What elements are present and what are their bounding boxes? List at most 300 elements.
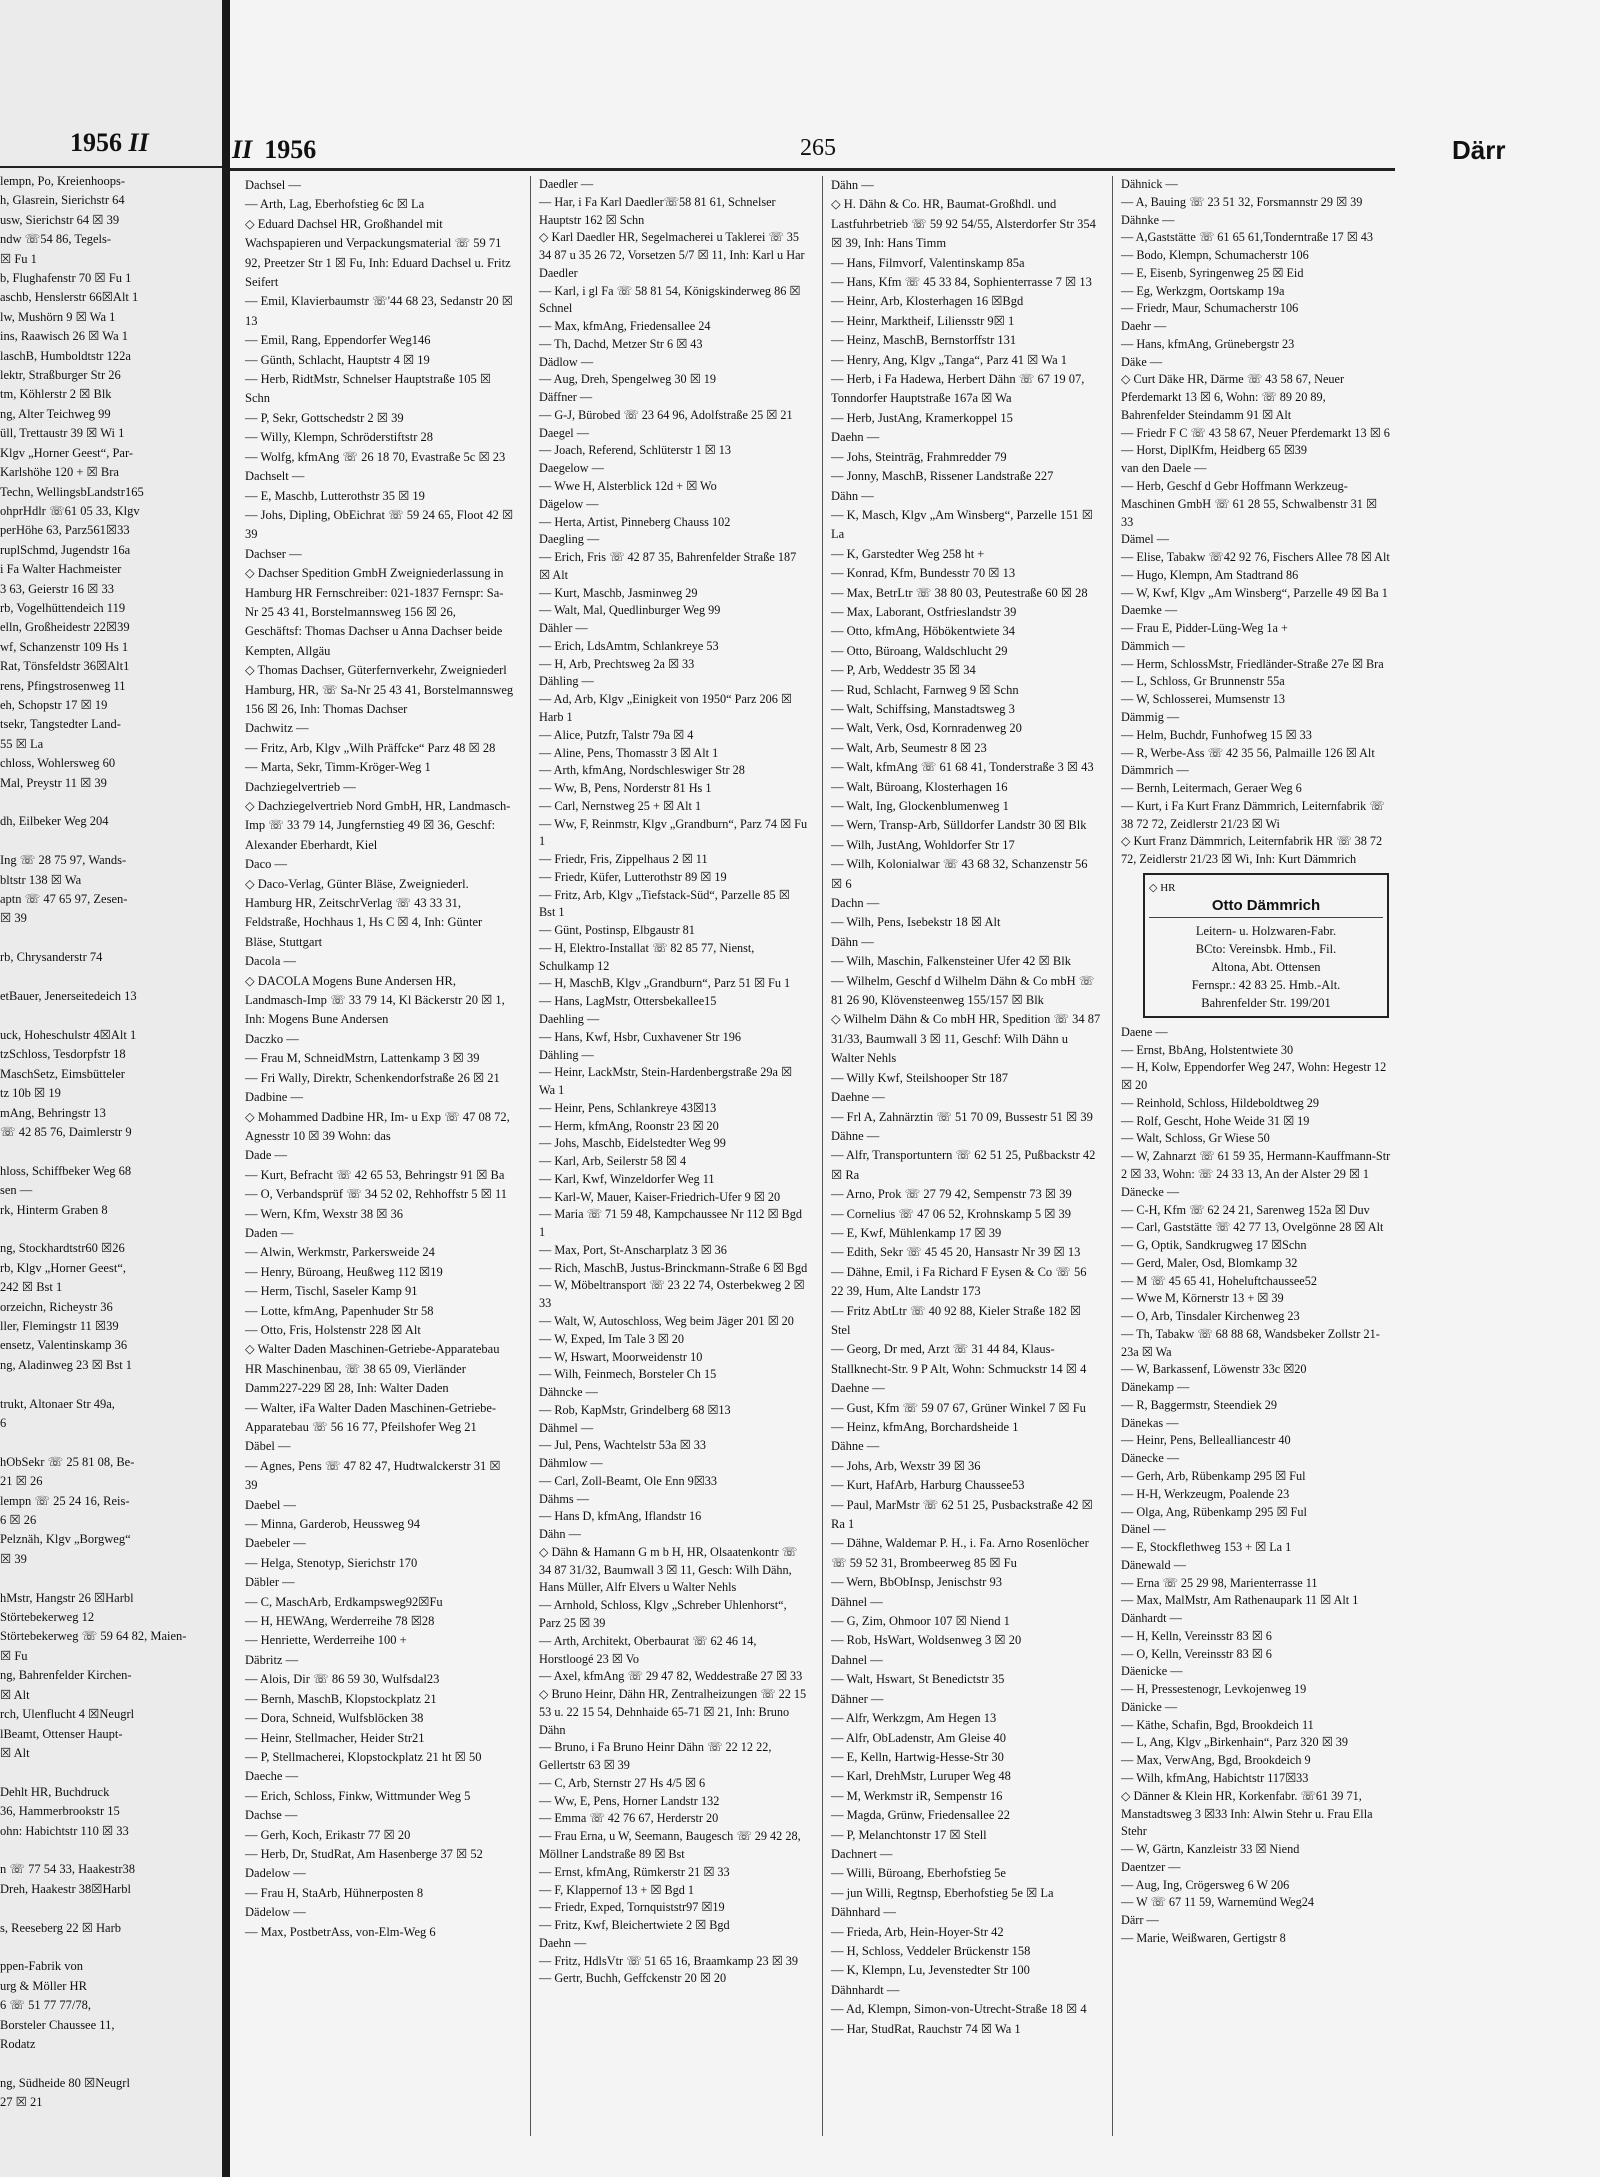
directory-entry: n ☏ 77 54 33, Haakestr38 <box>0 1862 136 1877</box>
surname-heading: Dadbine — <box>245 1090 303 1105</box>
directory-entry: — Fritz, Arb, Klgv „Tiefstack-Süd“, Parzelle 85 ☒ Bst 1 <box>539 887 790 920</box>
directory-entry: ◇ Thomas Dachser, Güterfernverkehr, Zweigniederl Hamburg, HR, ☏ Sa-Nr 25 43 41, Borstelmannsweg 156 ☒ 26, Inh: Thomas Dachser <box>245 663 514 716</box>
directory-entry: ◇ Dänner & Klein HR, Korkenfabr. ☏61 39 71, Manstadtsweg 3 ☒33 Inh: Alwin Stehr u. Frau Ella Stehr <box>1121 1788 1373 1839</box>
left-header-roman: II <box>128 128 149 157</box>
directory-entry: hloss, Schiffbeker Weg 68 <box>0 1163 132 1178</box>
directory-entry: ◇ Dähn & Hamann G m b H, HR, Olsaatenkontr ☏ 34 87 31/32, Baumwall 3 ☒ 11, Gesch: Wilh Dähn, Hans Müller, Alfr Elvers u Walter Nehls <box>539 1544 798 1595</box>
surname-heading: sen — <box>0 1183 33 1198</box>
directory-entry: — Carl, Gaststätte ☏ 42 77 13, Ovelgönne 28 ☒ Alt <box>1121 1220 1384 1235</box>
directory-entry: tsekr, Tangstedter Land- <box>0 717 121 732</box>
directory-entry: — Max, MalMstr, Am Rathenaupark 11 ☒ Alt 1 <box>1121 1593 1359 1608</box>
directory-entry: tz 10b ☒ 19 <box>0 1086 61 1101</box>
directory-entry: — Hans, Kwf, Hsbr, Cuxhavener Str 196 <box>539 1029 741 1044</box>
directory-entry: — Walter, iFa Walter Daden Maschinen-Getriebe-Apparatebau ☏ 56 16 77, Pfeilshofer Weg 21 <box>245 1400 497 1434</box>
directory-entry: — Helga, Stenotyp, Sierichstr 170 <box>245 1555 418 1570</box>
surname-heading: Dädlow — <box>539 354 594 369</box>
directory-entry: ◇ Eduard Dachsel HR, Großhandel mit Wachspapieren und Verpackungsmaterial ☏ 59 71 92, Preetzer Str 1 ☒ Fu, Inh: Eduard Dachsel u. Fritz Seifert <box>245 216 511 290</box>
directory-entry: ◇ Curt Däke HR, Därme ☏ 43 58 67, Neuer Pferdemarkt 13 ☒ 6, Wohn: ☏ 89 20 89, Bahrenfelder Steindamm 91 ☒ Alt <box>1121 372 1345 422</box>
directory-entry: lempn ☏ 25 24 16, Reis- <box>0 1493 130 1508</box>
directory-entry: — Frau E, Pidder-Lüng-Weg 1a + <box>1121 621 1288 636</box>
directory-entry: Karlshöhe 120 + ☒ Bra <box>0 465 119 480</box>
directory-entry: — H, Arb, Prechtsweg 2a ☒ 33 <box>539 656 695 671</box>
directory-entry: ◇ Wilhelm Dähn & Co mbH HR, Spedition ☏ 34 87 31/33, Baumwall 3 ☒ 11, Geschf: Wilh Dähn u Walter Nehls <box>831 1012 1101 1066</box>
surname-heading: Daemke — <box>1121 603 1178 618</box>
advertisement-box <box>1143 873 1389 1018</box>
directory-entry: Ing ☏ 28 75 97, Wands- <box>0 853 127 868</box>
directory-entry: — Willy, Klempn, Schröderstiftstr 28 <box>245 430 434 445</box>
directory-entry: h, Glasrein, Sierichstr 64 <box>0 193 125 208</box>
directory-entry: — Herb, i Fa Hadewa, Herbert Dähn ☏ 67 19 07, Tonndorfer Hauptstraße 167a ☒ Wa <box>831 372 1085 406</box>
directory-entry <box>0 1142 214 1161</box>
directory-entry: ◇ Karl Daedler HR, Segelmacherei u Taklerei ☏ 35 34 87 u 35 26 72, Vorsetzen 5/7 ☒ 11, Inh: Karl u Har Daedler <box>539 230 805 280</box>
directory-entry: — W, Kwf, Klgv „Am Winsberg“, Parzelle 49 ☒ Ba 1 <box>1121 585 1388 600</box>
directory-entry: — P, Stellmacherei, Klopstockplatz 21 ht ☒ 50 <box>245 1749 482 1764</box>
directory-entry: — Herb, RidtMstr, Schnelser Hauptstraße 105 ☒ Schn <box>245 372 492 406</box>
directory-entry: — C-H, Kfm ☏ 62 24 21, Sarenweg 152a ☒ Duv <box>1121 1202 1370 1217</box>
column-divider <box>1112 176 1113 2136</box>
surname-heading: Dähne — <box>831 1439 880 1454</box>
surname-heading: Däke — <box>1121 354 1163 369</box>
left-page <box>0 0 222 2177</box>
directory-entry: Mal, Preystr 11 ☒ 39 <box>0 775 107 790</box>
directory-entry: — E, Kelln, Hartwig-Hesse-Str 30 <box>831 1749 1004 1764</box>
directory-entry: — Walt, kfmAng ☏ 61 68 41, Tonderstraße 3 ☒ 43 <box>831 760 1094 775</box>
directory-entry: — Max, Laborant, Ostfrieslandstr 39 <box>831 604 1017 619</box>
directory-entry: — K, Garstedter Weg 258 ht + <box>831 546 985 561</box>
directory-entry: 6 <box>0 1416 7 1430</box>
column-divider <box>822 176 823 2136</box>
directory-entry: — Aug, Dreh, Spengelweg 30 ☒ 19 <box>539 372 717 387</box>
directory-entry: uck, Hoheschulstr 4☒Alt 1 <box>0 1027 137 1042</box>
directory-entry: — Johs, Arb, Wexstr 39 ☒ 36 <box>831 1458 981 1473</box>
surname-heading: Daehn — <box>539 1935 587 1950</box>
directory-entry: — H-H, Werkzeugm, Poalende 23 <box>1121 1486 1290 1501</box>
directory-entry: — Heinr, Arb, Klosterhagen 16 ☒Bgd <box>831 294 1024 309</box>
right-page <box>230 0 1600 2177</box>
surname-heading: Dähn — <box>831 934 874 949</box>
directory-entry: 6 ☏ 51 77 77/78, <box>0 1998 91 2013</box>
directory-entry: — Minna, Garderob, Heussweg 94 <box>245 1517 420 1532</box>
directory-entry: — Gerd, Maler, Osd, Blomkamp 32 <box>1121 1255 1298 1270</box>
directory-entry: — Karl, i gl Fa ☏ 58 81 54, Königskinderweg 86 ☒ Schnel <box>539 283 801 316</box>
directory-entry: — Horst, DiplKfm, Heidberg 65 ☒39 <box>1121 443 1307 458</box>
directory-entry: — Dora, Schneid, Wulfsblöcken 38 <box>245 1711 424 1726</box>
directory-entry: — Bruno, i Fa Bruno Heinr Dähn ☏ 22 12 22, Gellertstr 63 ☒ 39 <box>539 1740 772 1773</box>
surname-heading: Dachselt — <box>245 469 305 484</box>
directory-entry: — H, Pressestenogr, Levkojenweg 19 <box>1121 1682 1307 1697</box>
surname-heading: Dähmel — <box>539 1420 594 1435</box>
directory-entry: — Magda, Grünw, Friedensallee 22 <box>831 1808 1011 1823</box>
surname-heading: Dänicke — <box>1121 1699 1178 1714</box>
directory-entry: — W, Hswart, Moorweidenstr 10 <box>539 1349 703 1364</box>
directory-entry: — Th, Tabakw ☏ 68 88 68, Wandsbeker Zollstr 21-23a ☒ Wa <box>1121 1326 1380 1359</box>
directory-entry: s, Reeseberg 22 ☒ Harb <box>0 1920 122 1935</box>
surname-heading: Dachziegelvertrieb — <box>245 779 356 794</box>
directory-entry: — Alfr, ObLadenstr, Am Gleise 40 <box>831 1730 1007 1745</box>
directory-entry: tzSchloss, Tesdorpfstr 18 <box>0 1047 126 1062</box>
surname-heading: Dahnel — <box>831 1652 883 1667</box>
directory-entry: — Ernst, kfmAng, Rümkerstr 21 ☒ 33 <box>539 1864 730 1879</box>
surname-heading: Dänewald — <box>1121 1557 1186 1572</box>
directory-entry: — Erich, LdsAmtm, Schlankreye 53 <box>539 638 719 653</box>
surname-heading: Dadelow — <box>245 1866 306 1881</box>
directory-entry: — Konrad, Kfm, Bundesstr 70 ☒ 13 <box>831 566 1016 581</box>
directory-entry <box>0 1569 214 1588</box>
directory-entry: — Herm, Tischl, Saseler Kamp 91 <box>245 1284 418 1299</box>
directory-entry: bltstr 138 ☒ Wa <box>0 872 82 887</box>
directory-entry: 21 ☒ 26 <box>0 1474 43 1489</box>
directory-entry: — Carl, Zoll-Beamt, Ole Enn 9☒33 <box>539 1473 718 1488</box>
directory-entry: ◇ H. Dähn & Co. HR, Baumat-Großhdl. und Lastfuhrbetrieb ☏ 59 92 54/55, Alsterdorfer Str 354 ☒ 39, Inh: Hans Timm <box>831 197 1096 251</box>
directory-entry: — Max, PostbetrAss, von-Elm-Weg 6 <box>245 1924 436 1939</box>
surname-heading: Därr — <box>1121 1913 1159 1928</box>
surname-heading: Daebel — <box>245 1497 297 1512</box>
directory-entry: — Willi, Büroang, Eberhofstieg 5e <box>831 1866 1006 1881</box>
directory-entry: orzeichn, Richeystr 36 <box>0 1299 113 1314</box>
right-header-volume <box>232 135 316 165</box>
directory-entry: ◇ Daco-Verlag, Günter Bläse, Zweigniederl. Hamburg HR, ZeitschrVerlag ☏ 43 33 31, Feldstraße, Hochhaus 1, Hs C ☒ 4, Inh: Günter Bläse, Stuttgart <box>245 876 483 949</box>
surname-heading: Dacola — <box>245 954 297 969</box>
directory-entry: ins, Raawisch 26 ☒ Wa 1 <box>0 329 129 344</box>
directory-entry: — Maria ☏ 71 59 48, Kampchaussee Nr 112 ☒ Bgd 1 <box>539 1207 802 1240</box>
directory-entry: — Walt, Hswart, St Benedictstr 35 <box>831 1672 1005 1687</box>
left-header-rule <box>0 166 222 168</box>
surname-heading: Daedler — <box>539 177 594 191</box>
directory-entry: — Otto, Fris, Holstenstr 228 ☒ Alt <box>245 1322 421 1337</box>
directory-entry: — Johs, Maschb, Eidelstedter Weg 99 <box>539 1136 726 1151</box>
directory-entry: — Gust, Kfm ☏ 59 07 67, Grüner Winkel 7 ☒ Fu <box>831 1400 1086 1415</box>
directory-column-3 <box>831 176 1101 2039</box>
column-4-upper-entries <box>1121 176 1391 869</box>
directory-entry: — Fritz AbtLtr ☏ 40 92 88, Kieler Straße 182 ☒ Stel <box>831 1303 1082 1337</box>
directory-entry: elln, Großheidestr 22☒39 <box>0 620 130 635</box>
directory-entry: ◇ Bruno Heinr, Dähn HR, Zentralheizungen ☏ 22 15 53 u. 22 15 54, Dehnhaide 65-71 ☒ 21, Inh: Bruno Dähn <box>539 1687 807 1737</box>
directory-entry: — Frieda, Arb, Hein-Hoyer-Str 42 <box>831 1924 1004 1939</box>
directory-entry: — Rud, Schlacht, Farnweg 9 ☒ Schn <box>831 682 1019 697</box>
directory-entry: — Fritz, HdlsVtr ☏ 51 65 16, Braamkamp 23 ☒ 39 <box>539 1953 799 1968</box>
directory-entry: hMstr, Hangstr 26 ☒Harbl <box>0 1590 134 1605</box>
directory-entry <box>0 1763 214 1782</box>
surname-heading: Daentzer — <box>1121 1859 1181 1874</box>
directory-entry: — Wilh, JustAng, Wohldorfer Str 17 <box>831 837 1015 852</box>
directory-entry: — Heinr, Stellmacher, Heider Str21 <box>245 1730 425 1745</box>
directory-entry: — H, Kelln, Vereinsstr 83 ☒ 6 <box>1121 1628 1272 1643</box>
surname-heading: van den Daele — <box>1121 461 1207 476</box>
surname-heading: Daene — <box>1121 1024 1168 1039</box>
surname-heading: Daehne — <box>831 1090 885 1105</box>
surname-heading: Dachse — <box>245 1808 298 1823</box>
directory-entry: — Har, i Fa Karl Daedler☏58 81 61, Schnelser Hauptstr 162 ☒ Schn <box>539 194 776 227</box>
directory-entry: ☒ 39 <box>0 1551 27 1566</box>
surname-heading: Dämel — <box>1121 532 1169 547</box>
directory-entry: — Dähne, Emil, i Fa Richard F Eysen & Co ☏ 56 22 39, Hum, Alte Landstr 173 <box>831 1264 1087 1299</box>
directory-entry: Borsteler Chaussee 11, <box>0 2017 115 2032</box>
directory-entry: — Ww, E, Pens, Horner Landstr 132 <box>539 1793 720 1808</box>
directory-entry: rb, Chrysanderstr 74 <box>0 950 103 965</box>
directory-entry: — Hans, kfmAng, Grünebergstr 23 <box>1121 336 1295 351</box>
surname-heading: Däbler — <box>245 1575 295 1590</box>
directory-entry: Störtebekerweg ☏ 59 64 82, Maien- <box>0 1629 187 1644</box>
directory-entry: — Elise, Tabakw ☏42 92 76, Fischers Allee 78 ☒ Alt <box>1121 550 1390 565</box>
surname-heading: Daehne — <box>831 1381 885 1396</box>
directory-entry: — Alfr, Werkzgm, Am Hegen 13 <box>831 1711 997 1726</box>
directory-entry: — Heinr, Pens, Bellealliancestr 40 <box>1121 1433 1291 1448</box>
directory-entry: hObSekr ☏ 25 81 08, Be- <box>0 1454 135 1469</box>
directory-entry: — Kurt, HafArb, Harburg Chaussee53 <box>831 1478 1025 1493</box>
directory-entry: — W, Gärtn, Kanzleistr 33 ☒ Niend <box>1121 1842 1300 1857</box>
directory-entry: ◇ DACOLA Mogens Bune Andersen HR, Landmasch-Imp ☏ 33 79 14, Kl Bäckerstr 20 ☒ 1, Inh: Mogens Bune Andersen <box>245 973 505 1027</box>
surname-heading: Dänecke — <box>1121 1451 1180 1466</box>
surname-heading: Däffner — <box>539 390 593 405</box>
directory-entry: — Carl, Nernstweg 25 + ☒ Alt 1 <box>539 798 702 813</box>
directory-entry: rch, Ulenflucht 4 ☒Neugrl <box>0 1707 135 1722</box>
surname-heading: Dänhardt — <box>1121 1611 1182 1626</box>
directory-entry: — Frau H, StaArb, Hühnerposten 8 <box>245 1885 424 1900</box>
directory-entry <box>0 1841 214 1860</box>
directory-entry: — Gerh, Arb, Rübenkamp 295 ☒ Ful <box>1121 1469 1306 1483</box>
directory-entry <box>0 1938 214 1957</box>
directory-entry: perHöhe 63, Parz561☒33 <box>0 523 130 538</box>
directory-entry: ng, Bahrenfelder Kirchen- <box>0 1668 132 1683</box>
directory-entry: — Bodo, Klempn, Schumacherstr 106 <box>1121 248 1309 263</box>
directory-entry: — Max, VerwAng, Bgd, Brookdeich 9 <box>1121 1753 1311 1768</box>
surname-heading: Dähms — <box>539 1491 590 1506</box>
directory-entry: Klgv „Horner Geest“, Par- <box>0 445 134 460</box>
directory-entry: — Friedr, Küfer, Lutterothstr 89 ☒ 19 <box>539 869 727 884</box>
right-header-year: 1956 <box>264 135 317 164</box>
directory-entry: ☒ Fu <box>0 1648 28 1663</box>
directory-entry: — Herb, Dr, StudRat, Am Hasenberge 37 ☒ 52 <box>245 1846 483 1861</box>
directory-entry: — Hans, Kfm ☏ 45 33 84, Sophienterrasse 7 ☒ 13 <box>831 275 1092 290</box>
directory-entry: aschb, Henslerstr 66☒Alt 1 <box>0 290 139 305</box>
directory-entry: 3 63, Geierstr 16 ☒ 33 <box>0 581 114 596</box>
directory-entry: ng, Aladinweg 23 ☒ Bst 1 <box>0 1357 133 1372</box>
directory-entry: — Fritz, Kwf, Bleichertwiete 2 ☒ Bgd <box>539 1918 730 1933</box>
surname-heading: Dähling — <box>539 674 594 689</box>
directory-entry: — Walt, Schloss, Gr Wiese 50 <box>1121 1131 1270 1146</box>
directory-entry: — E, Stockflethweg 153 + ☒ La 1 <box>1121 1540 1292 1555</box>
directory-entry: — Heinr, Pens, Schlankreye 43☒13 <box>539 1100 717 1115</box>
ad-line-5: Bahrenfelder Str. 199/201 <box>1201 995 1331 1010</box>
ad-company-name: Otto Dämmrich <box>1149 897 1383 918</box>
directory-entry: — Friedr F C ☏ 43 58 67, Neuer Pferdemarkt 13 ☒ 6 <box>1121 425 1390 440</box>
directory-entry: — Ww, B, Pens, Norderstr 81 Hs 1 <box>539 781 712 796</box>
directory-entry: Störtebekerweg 12 <box>0 1610 95 1625</box>
directory-entry: — Kurt, Maschb, Jasminweg 29 <box>539 585 698 600</box>
directory-entry: MaschSetz, Eimsbütteler <box>0 1066 125 1081</box>
page-gutter <box>222 0 230 2177</box>
directory-entry: — Herb, Geschf d Gebr Hoffmann Werkzeug-Maschinen GmbH ☏ 61 28 55, Schwalbenstr 31 ☒ 33 <box>1121 479 1377 529</box>
directory-entry: — Dähne, Waldemar P. H., i. Fa. Arno Rosenlöcher ☏ 59 52 31, Brombeerweg 85 ☒ Fu <box>831 1536 1089 1570</box>
directory-entry: — Friedr, Fris, Zippelhaus 2 ☒ 11 <box>539 852 708 867</box>
directory-entry: — E, Maschb, Lutterothstr 35 ☒ 19 <box>245 488 425 503</box>
directory-entry: — Otto, Büroang, Waldschlucht 29 <box>831 643 1008 658</box>
directory-entry: — Frau Erna, u W, Seemann, Baugesch ☏ 29 42 28, Möllner Landstraße 89 ☒ Bst <box>539 1829 801 1861</box>
directory-entry: — Arno, Prok ☏ 27 79 42, Sempenstr 73 ☒ 39 <box>831 1187 1072 1202</box>
surname-heading: Dähne — <box>831 1128 880 1143</box>
surname-heading: Daeche — <box>245 1769 299 1784</box>
directory-entry: — Gertr, Buchh, Geffckenstr 20 ☒ 20 <box>539 1971 727 1986</box>
directory-entry: — Heinr, Marktheif, Liliensstr 9☒ 1 <box>831 313 1015 328</box>
directory-entry: 36, Hammerbrookstr 15 <box>0 1804 120 1819</box>
directory-entry: — Eg, Werkzgm, Oortskamp 19a <box>1121 283 1285 298</box>
surname-heading: Dähn — <box>539 1527 581 1542</box>
directory-entry: — Herm, SchlossMstr, Friedländer-Straße 27e ☒ Bra <box>1121 656 1384 671</box>
directory-entry <box>0 793 214 812</box>
ad-line-1: Leitern- u. Holzwaren-Fabr. <box>1195 923 1337 938</box>
directory-entry: lempn, Po, Kreienhoops- <box>0 174 125 188</box>
directory-entry: lektr, Straßburger Str 26 <box>0 368 121 383</box>
directory-entry: — Marie, Weißwaren, Gertigstr 8 <box>1121 1930 1286 1945</box>
directory-entry: — Walt, Schiffsing, Manstadtsweg 3 <box>831 701 1015 716</box>
directory-entry: — Heinr, LackMstr, Stein-Hardenbergstraße 29a ☒ Wa 1 <box>539 1065 792 1098</box>
header-keyword: Därr <box>1452 135 1506 165</box>
directory-entry: — Erich, Schloss, Finkw, Wittmunder Weg 5 <box>245 1788 471 1803</box>
directory-entry: i Fa Walter Hachmeister <box>0 562 122 577</box>
directory-entry: — H, Schloss, Veddeler Brückenstr 158 <box>831 1943 1031 1958</box>
directory-entry: ☒ 39 <box>0 911 27 926</box>
directory-entry: ng, Stockhardtstr60 ☒26 <box>0 1241 125 1256</box>
directory-entry: ndw ☏54 86, Tegels- <box>0 232 112 247</box>
surname-heading: Dänel — <box>1121 1522 1166 1537</box>
directory-entry: — Har, StudRat, Rauchstr 74 ☒ Wa 1 <box>831 2021 1021 2036</box>
directory-entry: — M, Werkmstr iR, Sempenstr 16 <box>831 1788 1003 1803</box>
right-header-roman: II <box>232 135 253 164</box>
directory-entry: Pelznäh, Klgv „Borgweg“ <box>0 1532 131 1547</box>
directory-entry: Techn, WellingsbLandstr165 <box>0 484 144 499</box>
surname-heading: Dade — <box>245 1148 287 1163</box>
directory-entry: — C, Arb, Sternstr 27 Hs 4/5 ☒ 6 <box>539 1775 706 1790</box>
surname-heading: Dähner — <box>831 1691 884 1706</box>
directory-entry: ◇ Dachziegelvertrieb Nord GmbH, HR, Landmasch-Imp ☏ 33 79 14, Jungfernstieg 49 ☒ 36, Geschf: Alexander Eberhardt, Kiel <box>245 799 511 852</box>
directory-entry: ◇ Mohammed Dadbine HR, Im- u Exp ☏ 47 08 72, Agnesstr 10 ☒ 39 Wohn: das <box>245 1109 510 1143</box>
directory-entry: — Erna ☏ 25 29 98, Marienterrasse 11 <box>1121 1575 1318 1590</box>
directory-entry: — K, Klempn, Lu, Jevenstedter Str 100 <box>831 1963 1030 1978</box>
directory-entry: — Alfr, Transportuntern ☏ 62 51 25, Pußbackstr 42 ☒ Ra <box>831 1148 1096 1182</box>
surname-heading: Däenicke — <box>1121 1664 1183 1679</box>
directory-entry: — Georg, Dr med, Arzt ☏ 31 44 84, Klaus-Stallknecht-Str. 9 P Alt, Wohn: Schmuckstr 14 ☒ 4 <box>831 1342 1087 1376</box>
directory-entry: — Wilh, Kolonialwar ☏ 43 68 32, Schanzenstr 56 ☒ 6 <box>831 857 1088 891</box>
left-page-column <box>0 172 214 2113</box>
directory-entry: — Axel, kfmAng ☏ 29 47 82, Weddestraße 27 ☒ 33 <box>539 1669 803 1684</box>
directory-entry: — Edith, Sekr ☏ 45 45 20, Hansastr Nr 39 ☒ 13 <box>831 1245 1081 1260</box>
directory-entry <box>0 832 214 851</box>
directory-entry: — Walt, W, Autoschloss, Weg beim Jäger 201 ☒ 20 <box>539 1314 794 1328</box>
directory-entry: — W, Möbeltransport ☏ 23 22 74, Osterbekweg 2 ☒ 33 <box>539 1278 805 1311</box>
directory-entry: — Arth, kfmAng, Nordschleswiger Str 28 <box>539 763 745 778</box>
directory-entry: — Karl, DrehMstr, Luruper Weg 48 <box>831 1769 1011 1784</box>
directory-entry: — Paul, MarMstr ☏ 62 51 25, Pusbackstraße 42 ☒ Ra 1 <box>831 1497 1093 1532</box>
directory-entry: — W, Barkassenf, Löwenstr 33c ☒20 <box>1121 1362 1307 1377</box>
directory-entry: — G, Zim, Ohmoor 107 ☒ Niend 1 <box>831 1614 1010 1629</box>
directory-entry: — Wwe M, Körnerstr 13 + ☒ 39 <box>1121 1291 1284 1306</box>
directory-entry: — Herta, Artist, Pinneberg Chauss 102 <box>539 514 731 529</box>
surname-heading: Dachnert — <box>831 1846 893 1861</box>
directory-entry: dh, Eilbeker Weg 204 <box>0 814 109 829</box>
surname-heading: Dachsel — <box>245 178 301 192</box>
directory-entry: — H, Elektro-Installat ☏ 82 85 77, Nienst, Schulkamp 12 <box>539 940 755 973</box>
directory-entry <box>0 968 214 987</box>
directory-entry <box>0 929 214 948</box>
directory-entry: — Wwe H, Alsterblick 12d + ☒ Wo <box>539 479 717 494</box>
directory-entry: — jun Willi, Regtnsp, Eberhofstieg 5e ☒ La <box>831 1885 1054 1900</box>
directory-entry: — Aline, Pens, Thomasstr 3 ☒ Alt 1 <box>539 745 719 760</box>
directory-entry: ng, Südheide 80 ☒Neugrl <box>0 2075 130 2090</box>
directory-entry: ohprHdlr ☏61 05 33, Klgv <box>0 503 140 518</box>
directory-entry: — Aug, Ing, Crögersweg 6 W 206 <box>1121 1877 1290 1892</box>
directory-entry: etBauer, Jenerseitedeich 13 <box>0 989 137 1004</box>
directory-entry: — Henriette, Werderreihe 100 + <box>245 1633 407 1648</box>
directory-entry: — Frau M, SchneidMstrn, Lattenkamp 3 ☒ 39 <box>245 1051 480 1066</box>
directory-column-1 <box>245 176 515 1942</box>
page-number: 265 <box>800 135 836 161</box>
directory-entry: — Emil, Klavierbaumstr ☏'44 68 23, Sedanstr 20 ☒ 13 <box>245 294 513 328</box>
directory-entry <box>0 1899 214 1918</box>
directory-entry: 55 ☒ La <box>0 736 44 751</box>
surname-heading: Dämmrich — <box>1121 763 1189 778</box>
directory-entry: — Max, BetrLtr ☏ 38 80 03, Peutestraße 60 ☒ 28 <box>831 585 1088 600</box>
directory-entry: — Wilh, Maschin, Falkensteiner Ufer 42 ☒ Blk <box>831 954 1071 969</box>
directory-entry: — Ernst, BbAng, Holstentwiete 30 <box>1121 1042 1294 1057</box>
surname-heading: Dähnick — <box>1121 177 1178 191</box>
directory-entry: — Rolf, Gescht, Hohe Weide 31 ☒ 19 <box>1121 1113 1310 1128</box>
directory-entry: — Wolfg, kfmAng ☏ 26 18 70, Evastraße 5c ☒ 23 <box>245 449 506 464</box>
directory-entry: — Henry, Büroang, Heußweg 112 ☒19 <box>245 1264 443 1279</box>
directory-entry: — R, Werbe-Ass ☏ 42 35 56, Palmaille 126 ☒ Alt <box>1121 745 1375 760</box>
directory-entry: lBeamt, Ottenser Haupt- <box>0 1726 123 1741</box>
directory-entry: ohn: Habichtstr 110 ☒ 33 <box>0 1823 129 1838</box>
directory-entry: — Jonny, MaschB, Rissener Landstraße 227 <box>831 469 1054 484</box>
directory-entry: laschB, Humboldtstr 122a <box>0 348 131 363</box>
directory-entry: — L, Ang, Klgv „Birkenhain“, Parz 320 ☒ 39 <box>1121 1735 1349 1750</box>
surname-heading: Dänekamp — <box>1121 1380 1190 1395</box>
ad-line-3: Altona, Abt. Ottensen <box>1211 959 1321 974</box>
directory-entry: ◇ Walter Daden Maschinen-Getriebe-Apparatebau HR Maschinenbau, ☏ 38 65 09, Vierländer Damm227-229 ☒ 28, Inh: Walter Daden <box>245 1342 500 1396</box>
directory-entry: rb, Klgv „Horner Geest“, <box>0 1260 126 1275</box>
surname-heading: Dähler — <box>539 621 588 636</box>
left-header-year: 1956 <box>70 128 122 157</box>
column-4-lower-entries <box>1121 1024 1391 1948</box>
directory-entry: — H, MaschB, Klgv „Grandburn“, Parz 51 ☒ Fu 1 <box>539 976 791 991</box>
directory-entry: — Günth, Schlacht, Hauptstr 4 ☒ 19 <box>245 352 430 367</box>
directory-entry: ruplSchmd, Jugendstr 16a <box>0 542 131 557</box>
directory-entry: — Johs, Steintrāg, Frahmredder 79 <box>831 449 1007 464</box>
surname-heading: Daegel — <box>539 425 589 440</box>
directory-entry: ☒ Alt <box>0 1687 30 1702</box>
directory-entry: — Max, Port, St-Anscharplatz 3 ☒ 36 <box>539 1242 727 1257</box>
directory-entry: ◇ Kurt Franz Dämmrich, Leiternfabrik HR ☏ 38 72 72, Zeidlerstr 21/23 ☒ Wi, Inh: Kurt Dämmrich <box>1121 834 1383 867</box>
surname-heading: Dachser — <box>245 546 302 561</box>
directory-entry: — W, Exped, Im Tale 3 ☒ 20 <box>539 1331 684 1346</box>
directory-entry: — Heinz, MaschB, Bernstorffstr 131 <box>831 333 1017 348</box>
directory-entry: — Cornelius ☏ 47 06 52, Krohnskamp 5 ☒ 39 <box>831 1206 1072 1221</box>
surname-heading: Dägelow — <box>539 496 599 511</box>
directory-entry: — Karl-W, Mauer, Kaiser-Friedrich-Ufer 9 ☒ 20 <box>539 1189 781 1204</box>
surname-heading: Dachwitz — <box>245 721 309 736</box>
directory-entry: — Wilh, kfmAng, Habichtstr 117☒33 <box>1121 1771 1309 1786</box>
directory-entry: — Alwin, Werkmstr, Parkersweide 24 <box>245 1245 435 1260</box>
surname-heading: Dähn — <box>831 488 874 503</box>
directory-entry: — O, Kelln, Vereinsstr 83 ☒ 6 <box>1121 1646 1272 1661</box>
surname-heading: Daebeler — <box>245 1536 306 1551</box>
surname-heading: Dähnel — <box>831 1594 883 1609</box>
surname-heading: Dänekas — <box>1121 1415 1179 1430</box>
directory-entry: ng, Alter Teichweg 99 <box>0 406 111 421</box>
surname-heading: Dähnhard — <box>831 1905 896 1920</box>
directory-entry: — Joach, Referend, Schlüterstr 1 ☒ 13 <box>539 443 731 458</box>
surname-heading: Daco — <box>245 857 287 872</box>
surname-heading: Daczko — <box>245 1031 299 1046</box>
